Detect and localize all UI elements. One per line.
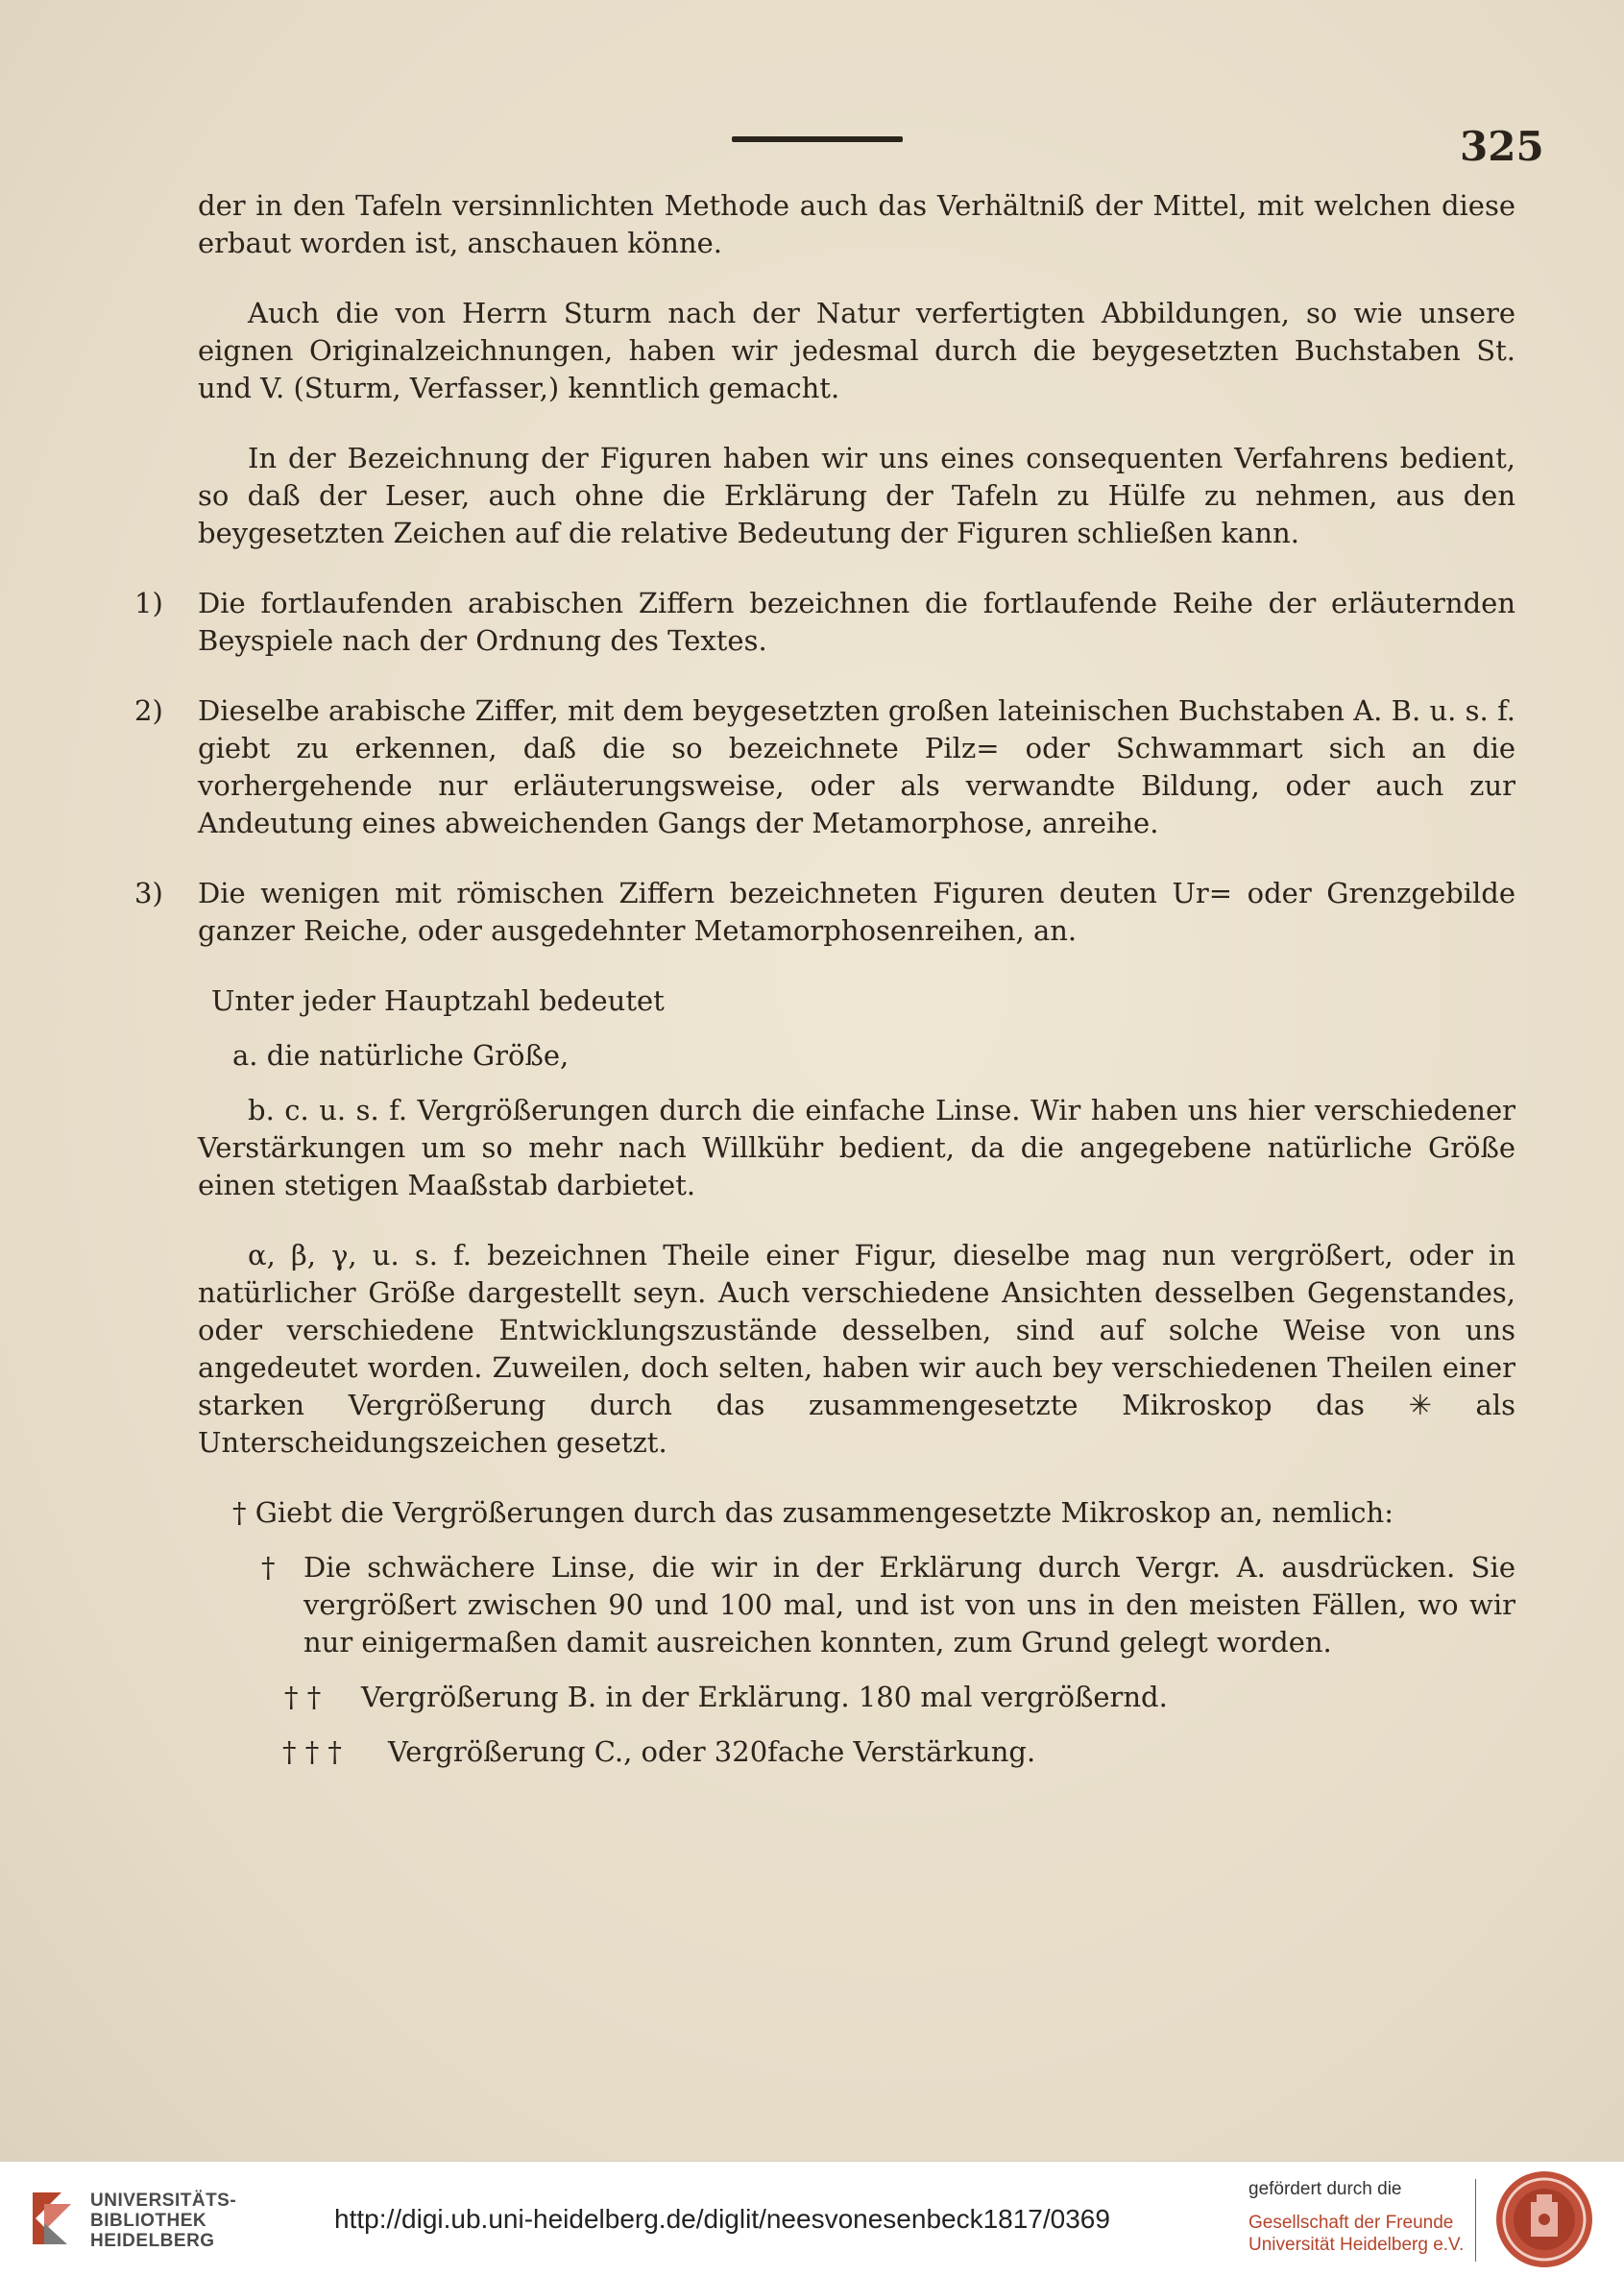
item-number: 2) bbox=[134, 694, 163, 727]
numbered-item-3 bbox=[134, 875, 1515, 950]
dagger-item-3 bbox=[198, 1733, 1515, 1771]
item-text: Dieselbe arabische Ziffer, mit dem beygesetzten großen lateinischen Buchstaben A. B. u. s. f. giebt zu erkennen, daß die so bezeichnete Pilz= oder Schwammart sich an die vorhergehende nur erläuterungsweise, oder als verwandte Bildung, oder auch zur Andeutung eines abweichenden Gangs der Metamorphose, anreihe. bbox=[198, 694, 1515, 839]
dagger-item-1 bbox=[198, 1549, 1515, 1661]
dagger-text: Vergrößerung B. in der Erklärung. 180 mal vergrößernd. bbox=[361, 1681, 1168, 1713]
under-heading: Unter jeder Hauptzahl bedeutet bbox=[211, 984, 665, 1017]
numbered-item-1 bbox=[134, 585, 1515, 660]
paragraph-bezeichnung: In der Bezeichnung der Figuren haben wir uns eines consequenten Verfahrens bedient, so daß der Leser, auch ohne die Erklärung der Tafeln zu Hülfe zu nehmen, aus den beygesetzten Zeichen auf die relative Bedeutung der Figuren schließen kann. bbox=[198, 442, 1515, 549]
dagger-mark: † bbox=[261, 1551, 276, 1584]
library-logo-icon bbox=[23, 2189, 83, 2248]
dagger-text: Die schwächere Linse, die wir in der Erklärung durch Vergr. A. ausdrücken. Sie vergrößert zwischen 90 und 100 mal, und ist von uns in den meisten Fällen, wo wir nur einigermaßen damit ausreichen konnten, zum Grund gelegt worden. bbox=[303, 1551, 1515, 1659]
page-text bbox=[134, 187, 1515, 1771]
dagger-mark: † † † bbox=[282, 1735, 342, 1768]
page-number: 325 bbox=[1460, 123, 1544, 170]
item-text: Die fortlaufenden arabischen Ziffern bezeichnen die fortlaufende Reihe der erläuternden Beyspiele nach der Ordnung des Textes. bbox=[198, 587, 1515, 657]
footer-bar bbox=[0, 2161, 1624, 2276]
item-number: 1) bbox=[134, 587, 163, 619]
footer-divider bbox=[1475, 2179, 1476, 2262]
item-text: Die wenigen mit römischen Ziffern bezeichneten Figuren deuten Ur= oder Grenzgebilde ganzer Reiche, oder ausgedehnter Metamorphosenreihen, an. bbox=[198, 877, 1515, 947]
item-number: 3) bbox=[134, 877, 163, 909]
library-name: UNIVERSITÄTS- BIBLIOTHEK HEIDELBERG bbox=[90, 2191, 237, 2251]
numbered-item-2 bbox=[134, 692, 1515, 842]
paragraph-continuation: der in den Tafeln versinnlichten Methode auch das Verhältniß der Mittel, mit welchen diese erbaut worden ist, anschauen könne. bbox=[198, 189, 1515, 259]
under-a: a. die natürliche Größe, bbox=[232, 1039, 570, 1072]
greek-letters-paragraph: α, β, γ, u. s. f. bezeichnen Theile einer Figur, dieselbe mag nun vergrößert, oder in natürlicher Größe dargestellt seyn. Auch verschiedene Ansichten desselben Gegenstandes, oder verschiedene Entwicklungszustände desselben, sind auf solche Weise von uns angedeutet worden. Zuweilen, doch selten, haben wir auch bey verschiedenen Theilen einer starken Vergrößerung durch das zusammengesetzte Mikroskop das ✳ als Unterscheidungszeichen gesetzt. bbox=[198, 1239, 1515, 1459]
dagger-mark: † † bbox=[284, 1681, 322, 1713]
university-seal-icon bbox=[1494, 2169, 1594, 2269]
dagger-intro: † Giebt die Vergrößerungen durch das zusammengesetzte Mikroskop an, nemlich: bbox=[232, 1496, 1394, 1529]
society-name: Gesellschaft der Freunde Universität Heidelberg e.V. bbox=[1248, 2213, 1465, 2255]
dagger-item-2 bbox=[198, 1679, 1515, 1716]
under-b: b. c. u. s. f. Vergrößerungen durch die einfache Linse. Wir haben uns hier verschiedener Verstärkungen um so mehr nach Willkühr bedient, da die angegebene natürliche Größe einen stetigen Maaßstab darbietet. bbox=[198, 1094, 1515, 1201]
header-rule bbox=[732, 136, 903, 142]
source-url-link[interactable]: http://digi.ub.uni-heidelberg.de/diglit/neesvonesenbeck1817/0369 bbox=[334, 2204, 1110, 2234]
paragraph-sturm: Auch die von Herrn Sturm nach der Natur verfertigten Abbildungen, so wie unsere eignen Originalzeichnungen, haben wir jedesmal durch die beygesetzten Buchstaben St. und V. (Sturm, Verfasser,) kenntlich gemacht. bbox=[198, 297, 1515, 404]
dagger-text: Vergrößerung C., oder 320fache Verstärkung. bbox=[388, 1735, 1036, 1768]
funded-by-label: gefördert durch die bbox=[1248, 2179, 1402, 2199]
